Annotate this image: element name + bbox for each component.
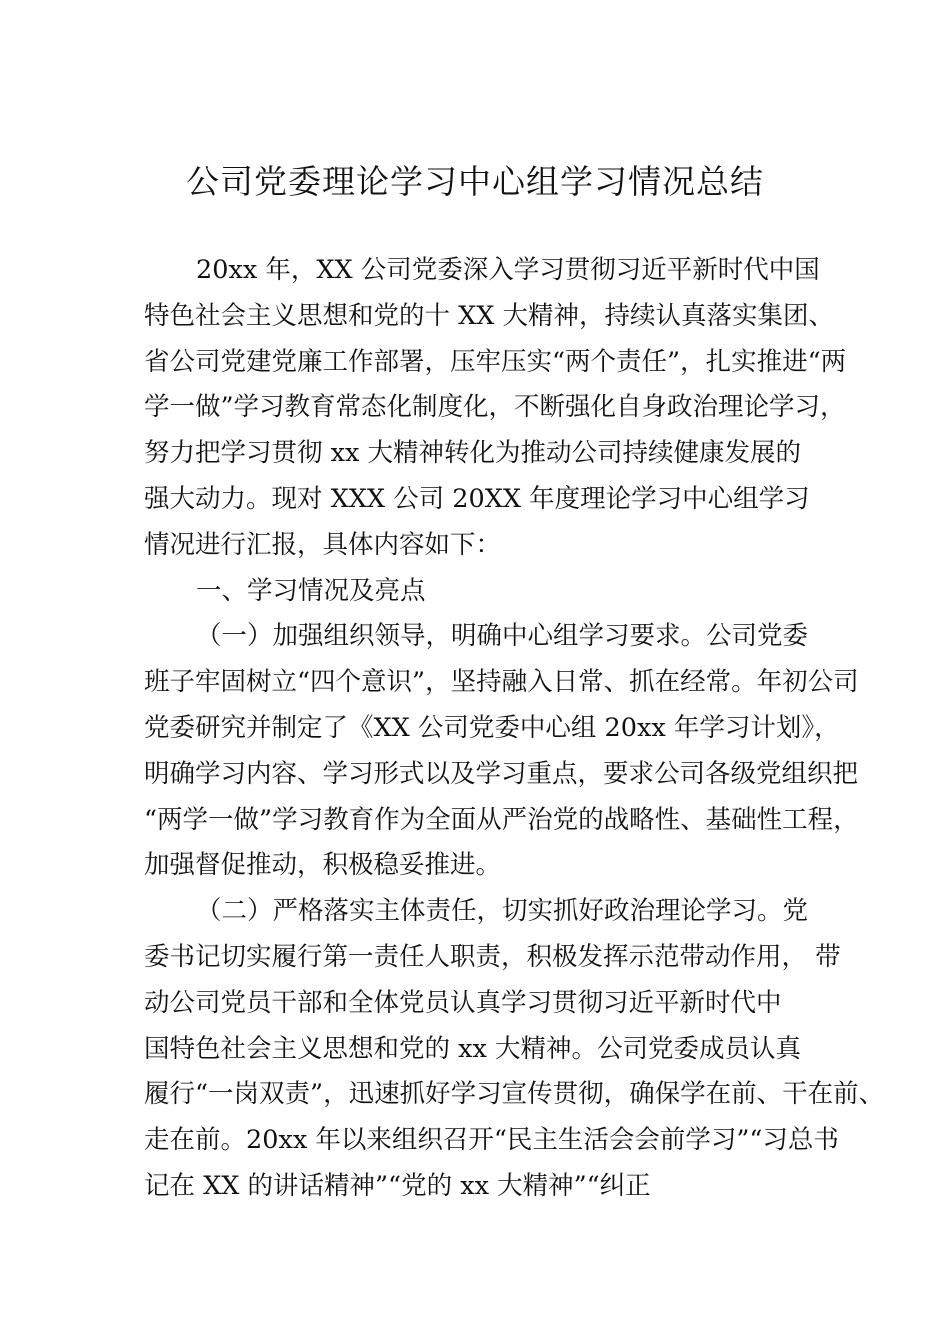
- paragraph-line: 党委研究并制定了《XX 公司党委中心组 20xx 年学习计划》，: [144, 712, 840, 743]
- paragraph-line: 省公司党建党廉工作部署，压牢压实“两个责任”，扎实推进“两: [144, 346, 847, 377]
- paragraph-line: 班子牢固树立“四个意识”，坚持融入日常、抓在经常。年初公司: [144, 667, 859, 698]
- paragraph-line: 走在前。20xx 年以来组织召开“民主生活会会前学习”“习总书: [144, 1125, 839, 1156]
- paragraph-line: 学一做”学习教育常态化制度化，不断强化自身政治理论学习，: [144, 392, 846, 423]
- paragraph-line: 强大动力。现对 XXX 公司 20XX 年度理论学习中心组学习: [144, 483, 810, 514]
- paragraph-line: （二）严格落实主体责任，切实抓好政治理论学习。党: [196, 896, 809, 927]
- paragraph-line: 国特色社会主义思想和党的 xx 大精神。公司党委成员认真: [144, 1033, 801, 1064]
- paragraph-line: 委书记切实履行第一责任人职责，积极发挥示范带动作用， 带: [144, 941, 841, 972]
- paragraph-line: 明确学习内容、学习形式以及学习重点，要求公司各级党组织把: [144, 758, 859, 789]
- paragraph-line: 记在 XX 的讲话精神”“党的 xx 大精神”“纠正: [144, 1170, 651, 1201]
- paragraph-line: 动公司党员干部和全体党员认真学习贯彻习近平新时代中: [144, 987, 782, 1018]
- document-title: 公司党委理论学习中心组学习情况总结: [186, 162, 764, 201]
- paragraph-line: （一）加强组织领导，明确中心组学习要求。公司党委: [196, 621, 809, 652]
- paragraph-line: 履行“一岗双责”，迅速抓好学习宣传贯彻，确保学在前、干在前、: [144, 1079, 885, 1110]
- section-heading: 一、学习情况及亮点: [196, 575, 426, 606]
- paragraph-line: 努力把学习贯彻 xx 大精神转化为推动公司持续健康发展的: [144, 438, 801, 469]
- paragraph-line: 情况进行汇报，具体内容如下：: [144, 529, 502, 560]
- paragraph-line: 特色社会主义思想和党的十 XX 大精神，持续认真落实集团、: [144, 300, 835, 331]
- paragraph-line: 加强督促推动，积极稳妥推进。: [144, 850, 502, 881]
- paragraph-line: 20xx 年，XX 公司党委深入学习贯彻习近平新时代中国: [196, 255, 820, 285]
- paragraph-line: “两学一做”学习教育作为全面从严治党的战略性、基础性工程，: [144, 804, 859, 835]
- document-body: [144, 248, 885, 1210]
